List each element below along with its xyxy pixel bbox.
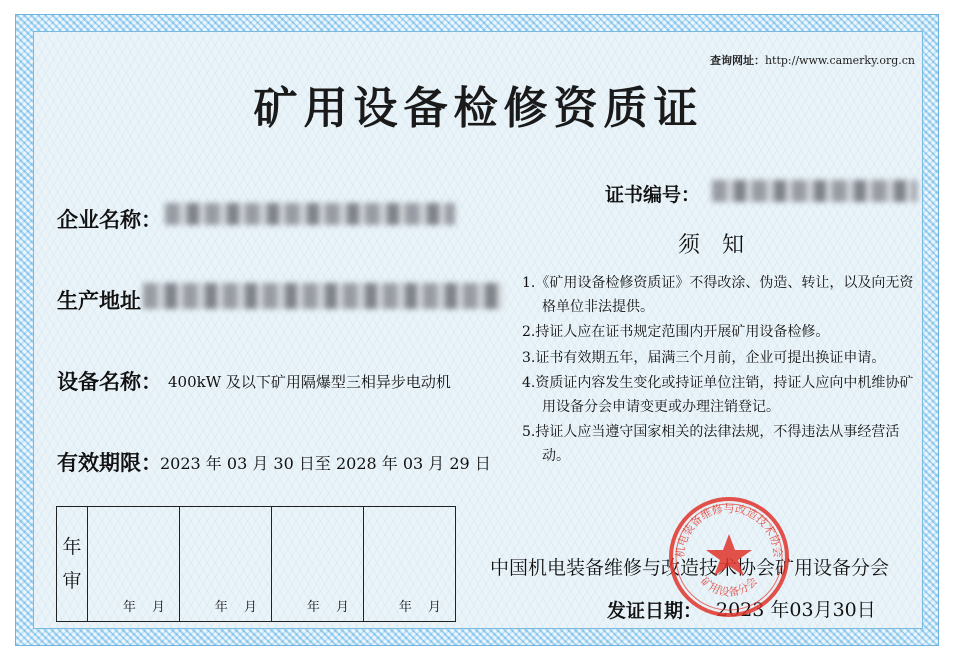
certificate-number-redacted: [712, 180, 917, 202]
equipment-name-label: 设备名称：: [57, 370, 162, 394]
annual-review-date: 年 月: [306, 600, 355, 615]
issue-date-label: 发证日期：: [607, 600, 703, 622]
annual-review-char: 审: [62, 570, 82, 592]
notice-list: [522, 272, 922, 470]
annual-review-cell: [272, 507, 364, 621]
notice-item: 5.持证人应当遵守国家相关的法律法规，不得违法从事经营活动。: [522, 424, 900, 464]
notice-item: 1.《矿用设备检修资质证》不得改涂、伪造、转让，以及向无资格单位非法提供。: [522, 275, 914, 315]
issue-date-value: 2023 年03月30日: [716, 599, 876, 621]
notice-title: 须知: [678, 233, 767, 258]
company-name-label: 企业名称：: [57, 208, 162, 232]
annual-review-date: 年 月: [214, 600, 263, 615]
query-url: [710, 52, 915, 68]
address-label: 生产地址: [57, 289, 141, 313]
validity-value: 2023 年 03 月 30 日至 2028 年 03 月 29 日: [160, 454, 491, 473]
issuing-organization: 中国机电装备维修与改造技术协会矿用设备分会: [490, 557, 890, 579]
certificate-title: 矿用设备检修资质证: [253, 83, 704, 134]
annual-review-date: 年 月: [398, 600, 447, 615]
address-redacted: [143, 283, 503, 309]
seal-text: 机电装备维修与改造技术协会: [673, 502, 785, 559]
official-seal-icon: [666, 494, 792, 620]
annual-review-table: [56, 506, 456, 622]
company-name-redacted: [165, 203, 455, 225]
svg-text:矿用设备分会: [698, 574, 760, 599]
query-url-label: 查询网址：: [709, 54, 765, 67]
annual-review-date: 年 月: [122, 600, 171, 615]
annual-review-cell: [364, 507, 455, 621]
annual-review-cell: [180, 507, 272, 621]
notice-item: 4.资质证内容发生变化或持证单位注销，持证人应向中机维协矿用设备分会申请变更或办理注销登记。: [522, 375, 914, 415]
equipment-name-value: 400kW 及以下矿用隔爆型三相异步电动机: [168, 373, 451, 391]
notice-item: 2.持证人应在证书规定范围内开展矿用设备检修。: [522, 324, 830, 340]
notice-item: 3.证书有效期五年，届满三个月前，企业可提出换证申请。: [522, 349, 886, 366]
seal-subtext: 矿用设备分会: [697, 574, 761, 599]
query-url-value: http://www.camerky.org.cn: [764, 54, 915, 67]
annual-review-char: 年: [62, 536, 82, 558]
certificate-number-label: 证书编号：: [605, 184, 701, 206]
annual-review-label: [57, 507, 88, 621]
annual-review-cell: [88, 507, 180, 621]
validity-label: 有效期限：: [57, 451, 162, 475]
